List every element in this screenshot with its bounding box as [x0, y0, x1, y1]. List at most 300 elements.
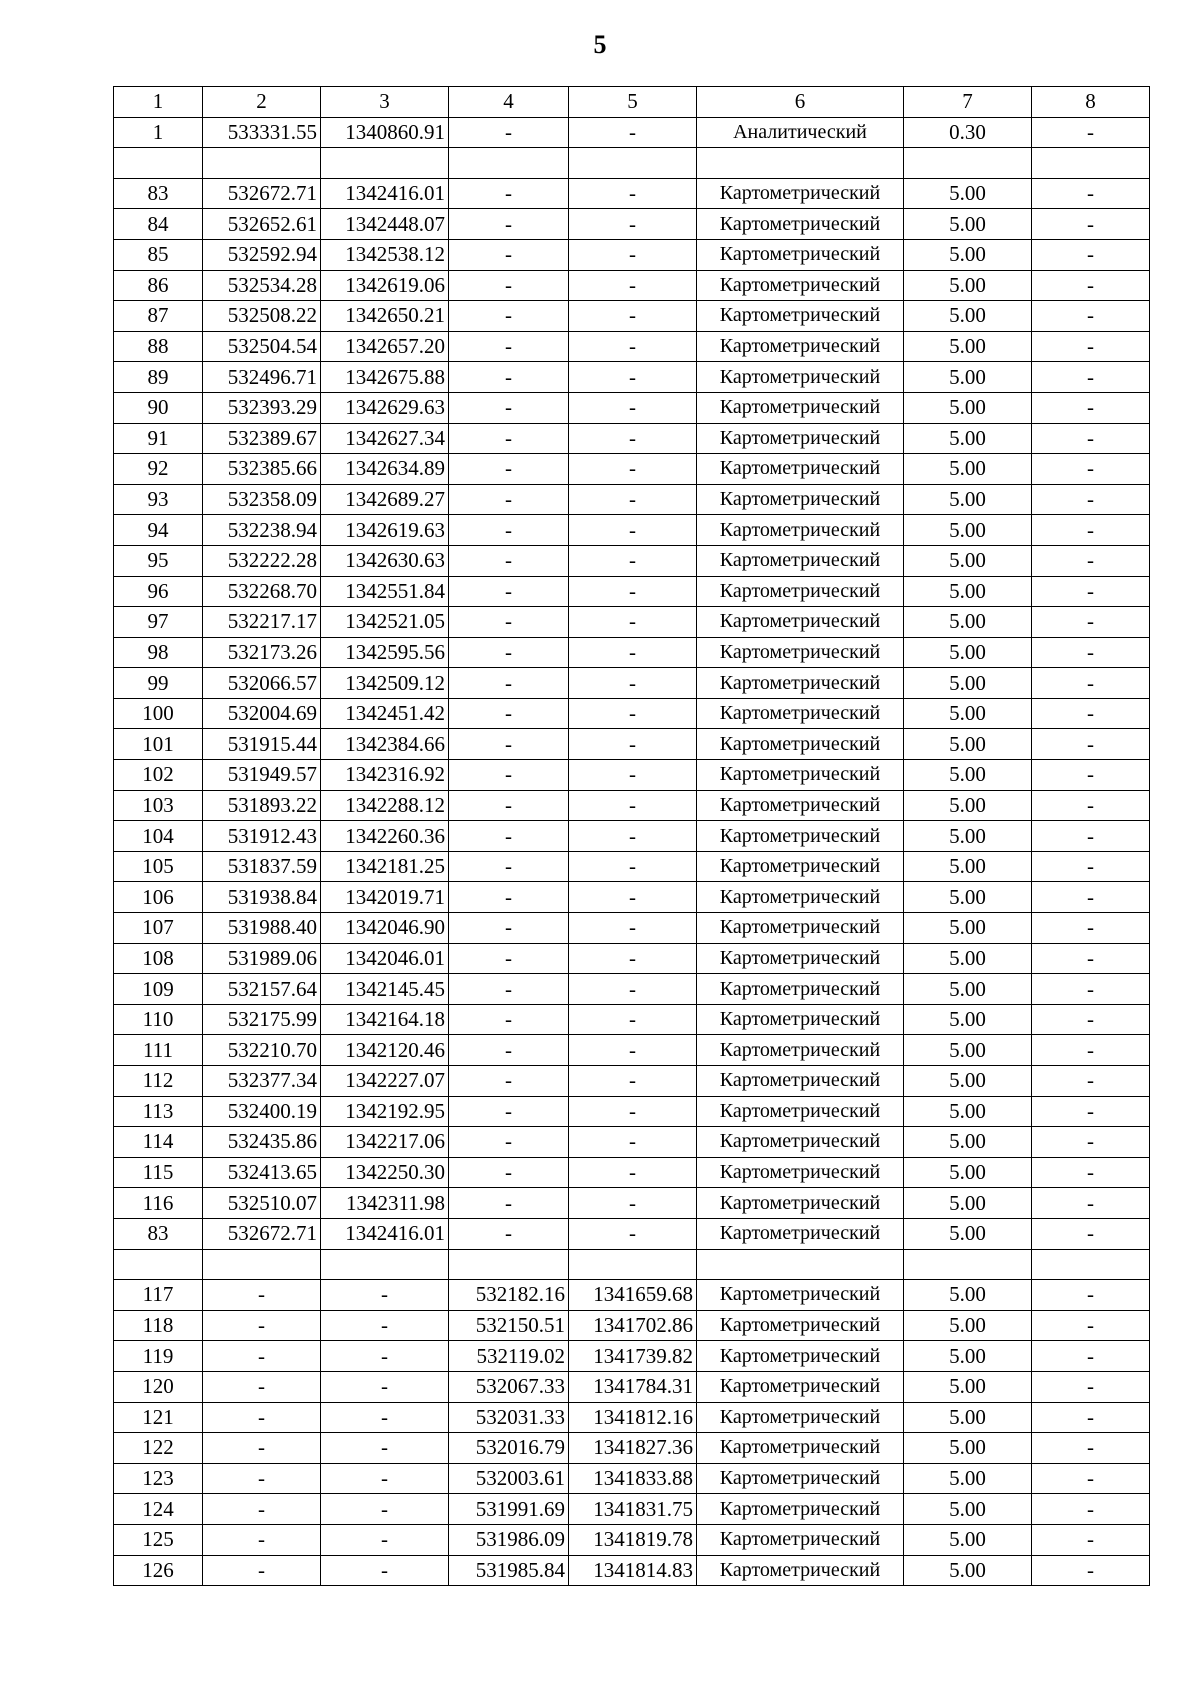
- table-cell: 108: [114, 943, 203, 974]
- table-cell: 103: [114, 790, 203, 821]
- table-cell: 98: [114, 637, 203, 668]
- table-cell: Картометрический: [697, 668, 904, 699]
- table-cell: -: [569, 974, 697, 1005]
- table-cell: -: [569, 331, 697, 362]
- table-cell: 5.00: [904, 454, 1032, 485]
- table-cell: -: [569, 913, 697, 944]
- table-cell: 531986.09: [449, 1524, 569, 1555]
- table-cell: Картометрический: [697, 301, 904, 332]
- table-cell: -: [569, 698, 697, 729]
- table-cell: -: [1032, 545, 1150, 576]
- table-cell: 5.00: [904, 637, 1032, 668]
- table-row: [114, 913, 1150, 944]
- table-cell: -: [1032, 515, 1150, 546]
- table-cell: 1342192.95: [321, 1096, 449, 1127]
- table-cell: -: [569, 392, 697, 423]
- table-row: [114, 117, 1150, 148]
- table-row: [114, 1004, 1150, 1035]
- table-row: [114, 1433, 1150, 1464]
- table-cell: 5.00: [904, 1127, 1032, 1158]
- table-cell: 110: [114, 1004, 203, 1035]
- table-cell: 97: [114, 607, 203, 638]
- table-cell: 121: [114, 1402, 203, 1433]
- table-cell: -: [569, 209, 697, 240]
- table-cell: -: [1032, 1463, 1150, 1494]
- table-cell: 531988.40: [203, 913, 321, 944]
- table-cell: Картометрический: [697, 943, 904, 974]
- table-cell: 532393.29: [203, 392, 321, 423]
- table-cell: 125: [114, 1524, 203, 1555]
- table-cell: 1342416.01: [321, 1218, 449, 1249]
- table-cell: 5.00: [904, 362, 1032, 393]
- table-cell: [114, 1249, 203, 1280]
- table-cell: -: [569, 1188, 697, 1219]
- table-cell: -: [569, 301, 697, 332]
- table-cell: -: [1032, 1035, 1150, 1066]
- table-cell: -: [203, 1494, 321, 1525]
- table-cell: 1341814.83: [569, 1555, 697, 1586]
- table-cell: -: [321, 1433, 449, 1464]
- table-cell: -: [569, 821, 697, 852]
- table-row: [114, 1494, 1150, 1525]
- table-cell: -: [449, 178, 569, 209]
- table-cell: 119: [114, 1341, 203, 1372]
- table-cell: -: [1032, 484, 1150, 515]
- table-cell: -: [203, 1341, 321, 1372]
- table-row: [114, 698, 1150, 729]
- table-cell: 96: [114, 576, 203, 607]
- column-header: 2: [203, 87, 321, 118]
- table-cell: 5.00: [904, 668, 1032, 699]
- table-cell: 532222.28: [203, 545, 321, 576]
- table-cell: -: [449, 331, 569, 362]
- table-cell: Картометрический: [697, 1371, 904, 1402]
- table-cell: -: [569, 484, 697, 515]
- table-cell: Картометрический: [697, 1096, 904, 1127]
- table-row: [114, 148, 1150, 179]
- table-cell: 1342260.36: [321, 821, 449, 852]
- table-cell: -: [1032, 851, 1150, 882]
- table-row: [114, 1555, 1150, 1586]
- table-cell: -: [321, 1280, 449, 1311]
- table-cell: -: [569, 1096, 697, 1127]
- table-cell: [1032, 1249, 1150, 1280]
- table-cell: -: [449, 821, 569, 852]
- table-cell: -: [449, 515, 569, 546]
- table-row: [114, 851, 1150, 882]
- table-cell: 5.00: [904, 515, 1032, 546]
- table-cell: 1342675.88: [321, 362, 449, 393]
- table-cell: 1342595.56: [321, 637, 449, 668]
- table-cell: -: [321, 1371, 449, 1402]
- table-cell: -: [1032, 882, 1150, 913]
- table-cell: Картометрический: [697, 1463, 904, 1494]
- table-row: [114, 1310, 1150, 1341]
- column-header: 8: [1032, 87, 1150, 118]
- table-cell: Картометрический: [697, 239, 904, 270]
- table-cell: 1342316.92: [321, 760, 449, 791]
- table-cell: 1342227.07: [321, 1066, 449, 1097]
- table-cell: 120: [114, 1371, 203, 1402]
- table-cell: 532672.71: [203, 178, 321, 209]
- table-cell: 1342448.07: [321, 209, 449, 240]
- table-cell: -: [1032, 698, 1150, 729]
- table-cell: 531893.22: [203, 790, 321, 821]
- table-cell: 532672.71: [203, 1218, 321, 1249]
- page-number: 5: [593, 30, 607, 59]
- table-cell: Картометрический: [697, 882, 904, 913]
- table-row: [114, 1402, 1150, 1433]
- table-cell: 115: [114, 1157, 203, 1188]
- table-cell: -: [1032, 1096, 1150, 1127]
- table-cell: -: [449, 913, 569, 944]
- table-row: [114, 1188, 1150, 1219]
- table-cell: Картометрический: [697, 1004, 904, 1035]
- table-cell: 5.00: [904, 1555, 1032, 1586]
- table-row: [114, 423, 1150, 454]
- table-cell: -: [449, 454, 569, 485]
- table-cell: 5.00: [904, 729, 1032, 760]
- table-cell: -: [449, 1035, 569, 1066]
- table-cell: 5.00: [904, 607, 1032, 638]
- table-cell: -: [449, 1218, 569, 1249]
- table-cell: 5.00: [904, 882, 1032, 913]
- table-cell: 532358.09: [203, 484, 321, 515]
- table-cell: 1342634.89: [321, 454, 449, 485]
- table-cell: [114, 148, 203, 179]
- table-cell: 5.00: [904, 1341, 1032, 1372]
- table-cell: 5.00: [904, 1310, 1032, 1341]
- table-row: [114, 943, 1150, 974]
- table-cell: -: [449, 790, 569, 821]
- table-cell: -: [1032, 1188, 1150, 1219]
- table-cell: 1342650.21: [321, 301, 449, 332]
- table-cell: -: [449, 1127, 569, 1158]
- table-cell: 1342509.12: [321, 668, 449, 699]
- table-cell: 1342384.66: [321, 729, 449, 760]
- table-cell: 90: [114, 392, 203, 423]
- table-cell: -: [449, 974, 569, 1005]
- table-cell: 87: [114, 301, 203, 332]
- table-cell: -: [1032, 362, 1150, 393]
- table-row: [114, 301, 1150, 332]
- table-cell: -: [449, 576, 569, 607]
- table-cell: -: [1032, 1341, 1150, 1372]
- table-cell: 5.00: [904, 1463, 1032, 1494]
- table-cell: -: [569, 423, 697, 454]
- table-cell: -: [203, 1402, 321, 1433]
- table-cell: -: [449, 209, 569, 240]
- table-row: [114, 178, 1150, 209]
- table-cell: 1342164.18: [321, 1004, 449, 1035]
- table-cell: 531915.44: [203, 729, 321, 760]
- table-cell: 531985.84: [449, 1555, 569, 1586]
- table-cell: -: [449, 760, 569, 791]
- table-cell: -: [1032, 239, 1150, 270]
- table-cell: -: [1032, 1127, 1150, 1158]
- table-cell: 533331.55: [203, 117, 321, 148]
- table-cell: Картометрический: [697, 729, 904, 760]
- table-cell: 5.00: [904, 851, 1032, 882]
- table-cell: -: [321, 1310, 449, 1341]
- table-cell: Картометрический: [697, 1341, 904, 1372]
- table-cell: 5.00: [904, 1280, 1032, 1311]
- table-cell: -: [203, 1280, 321, 1311]
- table-cell: 112: [114, 1066, 203, 1097]
- table-row: [114, 545, 1150, 576]
- table-cell: -: [449, 423, 569, 454]
- table-cell: 532504.54: [203, 331, 321, 362]
- table-cell: -: [569, 607, 697, 638]
- table-cell: -: [203, 1555, 321, 1586]
- table-cell: 1342288.12: [321, 790, 449, 821]
- table-cell: -: [569, 576, 697, 607]
- table-cell: 5.00: [904, 1494, 1032, 1525]
- table-cell: 5.00: [904, 1371, 1032, 1402]
- table-cell: 83: [114, 178, 203, 209]
- table-cell: 123: [114, 1463, 203, 1494]
- table-cell: -: [1032, 1494, 1150, 1525]
- table-row: [114, 1096, 1150, 1127]
- table-cell: Картометрический: [697, 1066, 904, 1097]
- table-cell: -: [1032, 1004, 1150, 1035]
- table-cell: 1341827.36: [569, 1433, 697, 1464]
- table-cell: Картометрический: [697, 974, 904, 1005]
- table-cell: [697, 1249, 904, 1280]
- table-cell: 532496.71: [203, 362, 321, 393]
- table-cell: 1342629.63: [321, 392, 449, 423]
- table-cell: 5.00: [904, 1066, 1032, 1097]
- table-cell: -: [449, 1066, 569, 1097]
- table-cell: -: [449, 117, 569, 148]
- column-header: 6: [697, 87, 904, 118]
- table-cell: Картометрический: [697, 270, 904, 301]
- table-cell: -: [1032, 637, 1150, 668]
- table-cell: 532173.26: [203, 637, 321, 668]
- table-cell: Картометрический: [697, 454, 904, 485]
- table-cell: 85: [114, 239, 203, 270]
- table-cell: -: [1032, 392, 1150, 423]
- table-row: [114, 515, 1150, 546]
- table-cell: [904, 148, 1032, 179]
- table-cell: Картометрический: [697, 760, 904, 791]
- table-body: [114, 117, 1150, 1586]
- table-cell: 5.00: [904, 1402, 1032, 1433]
- table-cell: -: [1032, 1157, 1150, 1188]
- table-cell: 532031.33: [449, 1402, 569, 1433]
- table-cell: [697, 148, 904, 179]
- table-cell: 5.00: [904, 301, 1032, 332]
- table-cell: -: [569, 545, 697, 576]
- coordinates-table: [113, 86, 1150, 1586]
- table-cell: -: [203, 1463, 321, 1494]
- table-cell: Картометрический: [697, 1494, 904, 1525]
- table-cell: -: [449, 943, 569, 974]
- table-cell: Картометрический: [697, 1310, 904, 1341]
- table-cell: 89: [114, 362, 203, 393]
- table-cell: 91: [114, 423, 203, 454]
- table-cell: 107: [114, 913, 203, 944]
- table-cell: 1341702.86: [569, 1310, 697, 1341]
- column-header: 1: [114, 87, 203, 118]
- table-cell: 531912.43: [203, 821, 321, 852]
- table-cell: 532652.61: [203, 209, 321, 240]
- table-cell: -: [569, 729, 697, 760]
- table-cell: 531949.57: [203, 760, 321, 791]
- table-cell: 532377.34: [203, 1066, 321, 1097]
- table-cell: Картометрический: [697, 1280, 904, 1311]
- table-cell: 1342416.01: [321, 178, 449, 209]
- table-row: [114, 454, 1150, 485]
- table-cell: Картометрический: [697, 790, 904, 821]
- table-cell: 5.00: [904, 790, 1032, 821]
- table-cell: Картометрический: [697, 698, 904, 729]
- table-cell: 1342046.01: [321, 943, 449, 974]
- table-cell: 5.00: [904, 331, 1032, 362]
- table-row: [114, 760, 1150, 791]
- table-cell: -: [1032, 423, 1150, 454]
- table-cell: 1341784.31: [569, 1371, 697, 1402]
- table-row: [114, 331, 1150, 362]
- table-cell: 5.00: [904, 1433, 1032, 1464]
- table-cell: -: [449, 607, 569, 638]
- table-cell: 1342521.05: [321, 607, 449, 638]
- table-cell: -: [569, 1127, 697, 1158]
- table-cell: Картометрический: [697, 1433, 904, 1464]
- table-cell: 100: [114, 698, 203, 729]
- table-cell: -: [1032, 729, 1150, 760]
- table-cell: 1342538.12: [321, 239, 449, 270]
- table-cell: 532119.02: [449, 1341, 569, 1372]
- table-cell: Картометрический: [697, 1402, 904, 1433]
- table-cell: 116: [114, 1188, 203, 1219]
- table-cell: 1342627.34: [321, 423, 449, 454]
- table-cell: 94: [114, 515, 203, 546]
- table-cell: [1032, 148, 1150, 179]
- table-cell: Картометрический: [697, 913, 904, 944]
- table-cell: -: [449, 1188, 569, 1219]
- table-cell: [203, 148, 321, 179]
- table-cell: 532592.94: [203, 239, 321, 270]
- table-cell: 86: [114, 270, 203, 301]
- table-cell: -: [1032, 1280, 1150, 1311]
- table-cell: 532435.86: [203, 1127, 321, 1158]
- table-cell: 1342657.20: [321, 331, 449, 362]
- table-cell: Картометрический: [697, 1035, 904, 1066]
- table-row: [114, 637, 1150, 668]
- table-cell: 93: [114, 484, 203, 515]
- table-cell: Картометрический: [697, 545, 904, 576]
- table-cell: -: [1032, 1524, 1150, 1555]
- column-header: 4: [449, 87, 569, 118]
- table-cell: 5.00: [904, 1218, 1032, 1249]
- table-cell: 126: [114, 1555, 203, 1586]
- table-cell: Картометрический: [697, 1127, 904, 1158]
- table-cell: Картометрический: [697, 1218, 904, 1249]
- table-cell: Картометрический: [697, 607, 904, 638]
- table-cell: -: [569, 515, 697, 546]
- table-cell: 531989.06: [203, 943, 321, 974]
- table-cell: 5.00: [904, 392, 1032, 423]
- table-cell: 5.00: [904, 1524, 1032, 1555]
- table-cell: 5.00: [904, 1035, 1032, 1066]
- table-cell: 1342451.42: [321, 698, 449, 729]
- table-cell: Картометрический: [697, 1188, 904, 1219]
- table-row: [114, 1524, 1150, 1555]
- column-header: 5: [569, 87, 697, 118]
- table-row: [114, 1066, 1150, 1097]
- table-cell: 104: [114, 821, 203, 852]
- table-cell: -: [1032, 178, 1150, 209]
- table-row: [114, 270, 1150, 301]
- table-cell: -: [321, 1341, 449, 1372]
- table-cell: -: [569, 637, 697, 668]
- table-cell: [449, 1249, 569, 1280]
- table-cell: [904, 1249, 1032, 1280]
- table-cell: -: [203, 1524, 321, 1555]
- table-cell: 5.00: [904, 913, 1032, 944]
- table-row: [114, 239, 1150, 270]
- table-cell: -: [569, 668, 697, 699]
- table-cell: -: [1032, 607, 1150, 638]
- table-cell: -: [1032, 668, 1150, 699]
- table-cell: -: [569, 1066, 697, 1097]
- table-cell: Аналитический: [697, 117, 904, 148]
- table-cell: Картометрический: [697, 821, 904, 852]
- table-cell: 5.00: [904, 545, 1032, 576]
- table-cell: 5.00: [904, 974, 1032, 1005]
- table-cell: 1341833.88: [569, 1463, 697, 1494]
- table-cell: 0.30: [904, 117, 1032, 148]
- table-cell: 532175.99: [203, 1004, 321, 1035]
- table-cell: 531837.59: [203, 851, 321, 882]
- table-cell: -: [449, 1004, 569, 1035]
- table-cell: -: [1032, 454, 1150, 485]
- table-cell: -: [569, 117, 697, 148]
- table-cell: -: [569, 270, 697, 301]
- table-cell: -: [1032, 821, 1150, 852]
- table-cell: 532210.70: [203, 1035, 321, 1066]
- table-cell: Картометрический: [697, 1524, 904, 1555]
- table-cell: -: [569, 362, 697, 393]
- table-header-row: [114, 87, 1150, 118]
- table-cell: 5.00: [904, 1004, 1032, 1035]
- table-cell: 5.00: [904, 1157, 1032, 1188]
- table-cell: -: [321, 1494, 449, 1525]
- table-cell: 531991.69: [449, 1494, 569, 1525]
- table-cell: 105: [114, 851, 203, 882]
- table-cell: 1342019.71: [321, 882, 449, 913]
- table-cell: 5.00: [904, 239, 1032, 270]
- table-cell: 532217.17: [203, 607, 321, 638]
- table-row: [114, 974, 1150, 1005]
- table-cell: Картометрический: [697, 484, 904, 515]
- table-cell: -: [449, 668, 569, 699]
- table-cell: 532508.22: [203, 301, 321, 332]
- table-cell: 5.00: [904, 423, 1032, 454]
- table-cell: -: [321, 1402, 449, 1433]
- table-cell: -: [1032, 1310, 1150, 1341]
- table-cell: Картометрический: [697, 362, 904, 393]
- table-cell: 5.00: [904, 943, 1032, 974]
- table-row: [114, 1280, 1150, 1311]
- table-cell: -: [1032, 1433, 1150, 1464]
- table-cell: -: [569, 239, 697, 270]
- table-cell: 88: [114, 331, 203, 362]
- table-cell: 532067.33: [449, 1371, 569, 1402]
- table-cell: Картометрический: [697, 331, 904, 362]
- table-row: [114, 576, 1150, 607]
